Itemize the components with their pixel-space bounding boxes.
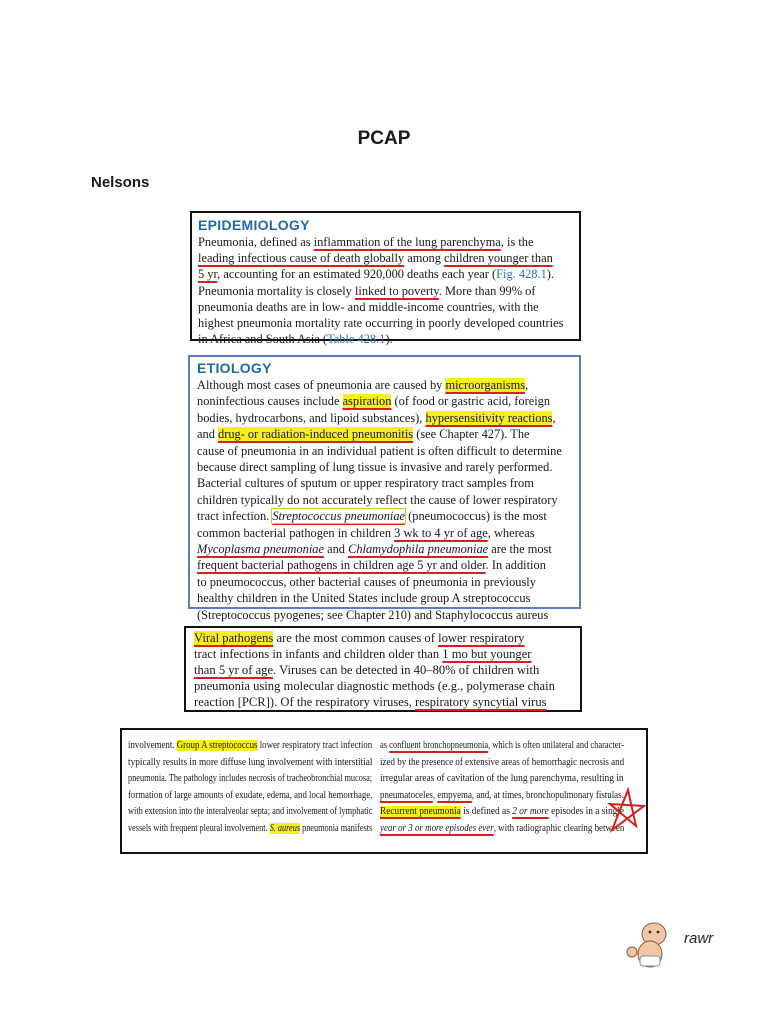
underlined-text: than <box>194 663 219 677</box>
text-span: are the most common causes of <box>273 631 439 645</box>
text-span: . More than 99% of <box>438 283 536 298</box>
underlined-text: children younger than <box>444 251 553 266</box>
text-span: episodes in a single <box>548 806 625 818</box>
text-line <box>198 331 573 347</box>
underlined-text: 5 yr of age <box>218 663 274 677</box>
text-span: . Viruses can be detected in 40–80% of children with <box>273 663 540 677</box>
text-line: (Streptococcus pyogenes; see Chapter 210) and Staphylococcus aureus <box>197 607 549 622</box>
highlighted-text: aspiration <box>342 394 392 409</box>
figure-link[interactable]: Fig. 428.1 <box>496 267 547 282</box>
underlined-text: 5 yr and older <box>417 558 486 573</box>
text-line <box>197 557 573 573</box>
text-line <box>197 508 573 524</box>
text-line <box>128 821 373 838</box>
text-span: Pneumonia, defined as <box>198 235 314 249</box>
text-line: cause of pneumonia in an individual patient is often difficult to determine <box>197 443 562 458</box>
mascot-caption: rawr <box>684 930 714 947</box>
highlighted-text: drug- or radiation-induced pneumonitis <box>218 427 414 442</box>
page-title: PCAP <box>357 128 411 149</box>
text-span: vessels with frequent pleural involvement. <box>128 822 270 834</box>
text-span: , is the <box>500 235 534 249</box>
text-span: , and, at times, bronchopulmonary fistulas. <box>471 789 624 801</box>
table-link[interactable]: Table 428.1 <box>327 332 386 347</box>
text-span: lower respiratory tract infection <box>257 740 373 751</box>
underlined-text: respiratory syncytial virus <box>415 695 547 709</box>
text-span: ). <box>385 332 393 347</box>
text-line <box>198 234 573 250</box>
underlined-text: empyema <box>437 789 472 801</box>
text-line <box>194 630 574 646</box>
text-span: Pneumonia mortality is closely <box>198 283 355 298</box>
underlined-text: 2 or more <box>512 806 549 818</box>
text-line: children typically do not accurately reflect the cause of lower respiratory <box>197 492 558 507</box>
highlighted-text: Viral pathogens <box>194 631 274 645</box>
underlined-text: leading infectious cause of death globally <box>198 251 405 266</box>
text-line: with extension into the interalveolar septa; and involvement of lymphatic <box>128 806 373 818</box>
text-span: tract infection. <box>197 509 273 524</box>
text-span: and <box>323 542 349 557</box>
text-line: formation of large amounts of exudate, edema, and local hemorrhage, <box>128 789 373 801</box>
text-line: highest pneumonia mortality rate occurring in poorly developed countries <box>198 316 564 331</box>
text-span: as <box>380 740 390 751</box>
baby-mascot-icon <box>620 912 730 974</box>
underlined-text: inflammation of the lung parenchyma <box>313 235 501 249</box>
text-span: are the most <box>488 542 552 557</box>
highlighted-text: microorganisms <box>445 378 526 392</box>
text-line: irregular areas of cavitation of the lung parenchyma, resulting in <box>380 773 624 785</box>
text-line <box>380 804 625 821</box>
text-line: Bacterial cultures of sputum or upper respiratory tract samples from <box>197 476 534 491</box>
text-span: , <box>525 378 529 392</box>
excerpt-box <box>120 728 648 854</box>
section-subtitle: Nelsons <box>91 174 150 191</box>
text-span: ). <box>546 267 554 282</box>
text-line <box>197 377 573 393</box>
text-line <box>194 662 574 678</box>
underlined-text: lower respiratory <box>438 631 525 645</box>
highlighted-text: S. aureus <box>269 822 301 834</box>
text-span: involvement. <box>128 740 177 751</box>
text-line <box>380 821 625 838</box>
text-span: among <box>404 251 445 266</box>
underlined-text: 1 mo but younger <box>442 647 532 661</box>
text-line <box>380 788 624 805</box>
text-span: (of food or gastric acid, foreign <box>391 394 551 409</box>
text-span: reaction [PCR]). Of the respiratory viruses, <box>194 695 416 709</box>
excerpt-left-column <box>128 738 374 838</box>
highlighted-text: Group A streptococcus <box>176 740 258 751</box>
text-span: bodies, hydrocarbons, and lipoid substances), <box>197 410 426 425</box>
text-span: is defined as <box>460 806 513 818</box>
text-line <box>194 646 574 662</box>
text-line <box>197 410 573 426</box>
text-line: pneumonia using molecular diagnostic methods (e.g., polymerase chain <box>194 679 555 693</box>
underlined-text: Mycoplasma pneumoniae <box>197 542 324 557</box>
text-span: . In addition <box>485 558 546 573</box>
epidemiology-box <box>190 211 581 347</box>
text-span: (see Chapter 427). The <box>413 427 530 442</box>
text-span: , <box>432 789 438 801</box>
text-span: noninfectious causes include <box>197 394 343 409</box>
text-line <box>198 283 573 299</box>
underlined-text: pneumatoceles <box>380 789 433 801</box>
text-line <box>198 266 573 282</box>
text-span: and <box>197 427 218 442</box>
text-line <box>197 426 573 442</box>
text-span: , accounting for an estimated 920,000 deaths each year ( <box>217 267 497 282</box>
text-span: Although most cases of pneumonia are caused by <box>197 378 446 392</box>
text-span: tract infections in infants and children older than <box>194 647 443 661</box>
underlined-text: 3 wk to 4 yr of age <box>394 525 488 540</box>
highlighted-text: hypersensitivity reactions <box>425 410 553 425</box>
text-line: healthy children in the United States include group A streptococcus <box>197 591 531 606</box>
text-span: common bacterial pathogen in children <box>197 525 395 540</box>
text-span: in Africa and South Asia ( <box>198 332 328 347</box>
text-span: , with radiographic clearing between <box>493 822 625 834</box>
viral-pathogens-box <box>184 626 582 712</box>
text-line <box>197 393 573 409</box>
highlighted-text: Recurrent pneumonia <box>380 806 461 818</box>
underlined-text: Chlamydophila pneumoniae <box>348 542 489 557</box>
underlined-text: linked to poverty <box>354 283 439 298</box>
text-span: pneumonia manifests <box>300 822 373 834</box>
text-line <box>198 250 573 266</box>
text-line: pneumonia. The pathology includes necrosis of tracheobronchial mucosa; <box>128 773 373 785</box>
text-span: , <box>552 410 556 425</box>
text-span: (pneumococcus) is the most <box>405 509 547 524</box>
text-span: , which is often unilateral and character- <box>488 740 624 751</box>
text-line: typically results in more diffuse lung involvement with interstitial <box>128 756 373 768</box>
boxed-text: Streptococcus pneumoniae <box>272 509 406 524</box>
underlined-text: year or 3 or more episodes ever <box>380 822 494 834</box>
text-line: to pneumococcus, other bacterial causes of pneumonia in previously <box>197 574 536 589</box>
etiology-box <box>188 355 581 622</box>
text-line <box>380 738 624 755</box>
etiology-heading: ETIOLOGY <box>197 360 272 376</box>
excerpt-right-column <box>380 738 626 838</box>
text-line <box>128 738 373 755</box>
text-line: pneumonia deaths are in low- and middle-income countries, with the <box>198 299 539 314</box>
text-line: because direct sampling of lung tissue is invasive and rarely performed. <box>197 460 553 475</box>
text-line <box>194 694 574 710</box>
text-span: , whereas <box>487 525 535 540</box>
underlined-text: 5 yr <box>198 267 218 282</box>
star-annotation-icon <box>606 786 648 838</box>
underlined-text: confluent bronchopneumonia <box>389 740 489 751</box>
text-line <box>197 525 573 541</box>
text-line: ized by the presence of extensive areas of hemorrhagic necrosis and <box>380 756 625 768</box>
text-line <box>197 541 573 557</box>
underlined-text: frequent bacterial pathogens in children age <box>197 558 418 573</box>
epidemiology-heading: EPIDEMIOLOGY <box>198 217 310 233</box>
